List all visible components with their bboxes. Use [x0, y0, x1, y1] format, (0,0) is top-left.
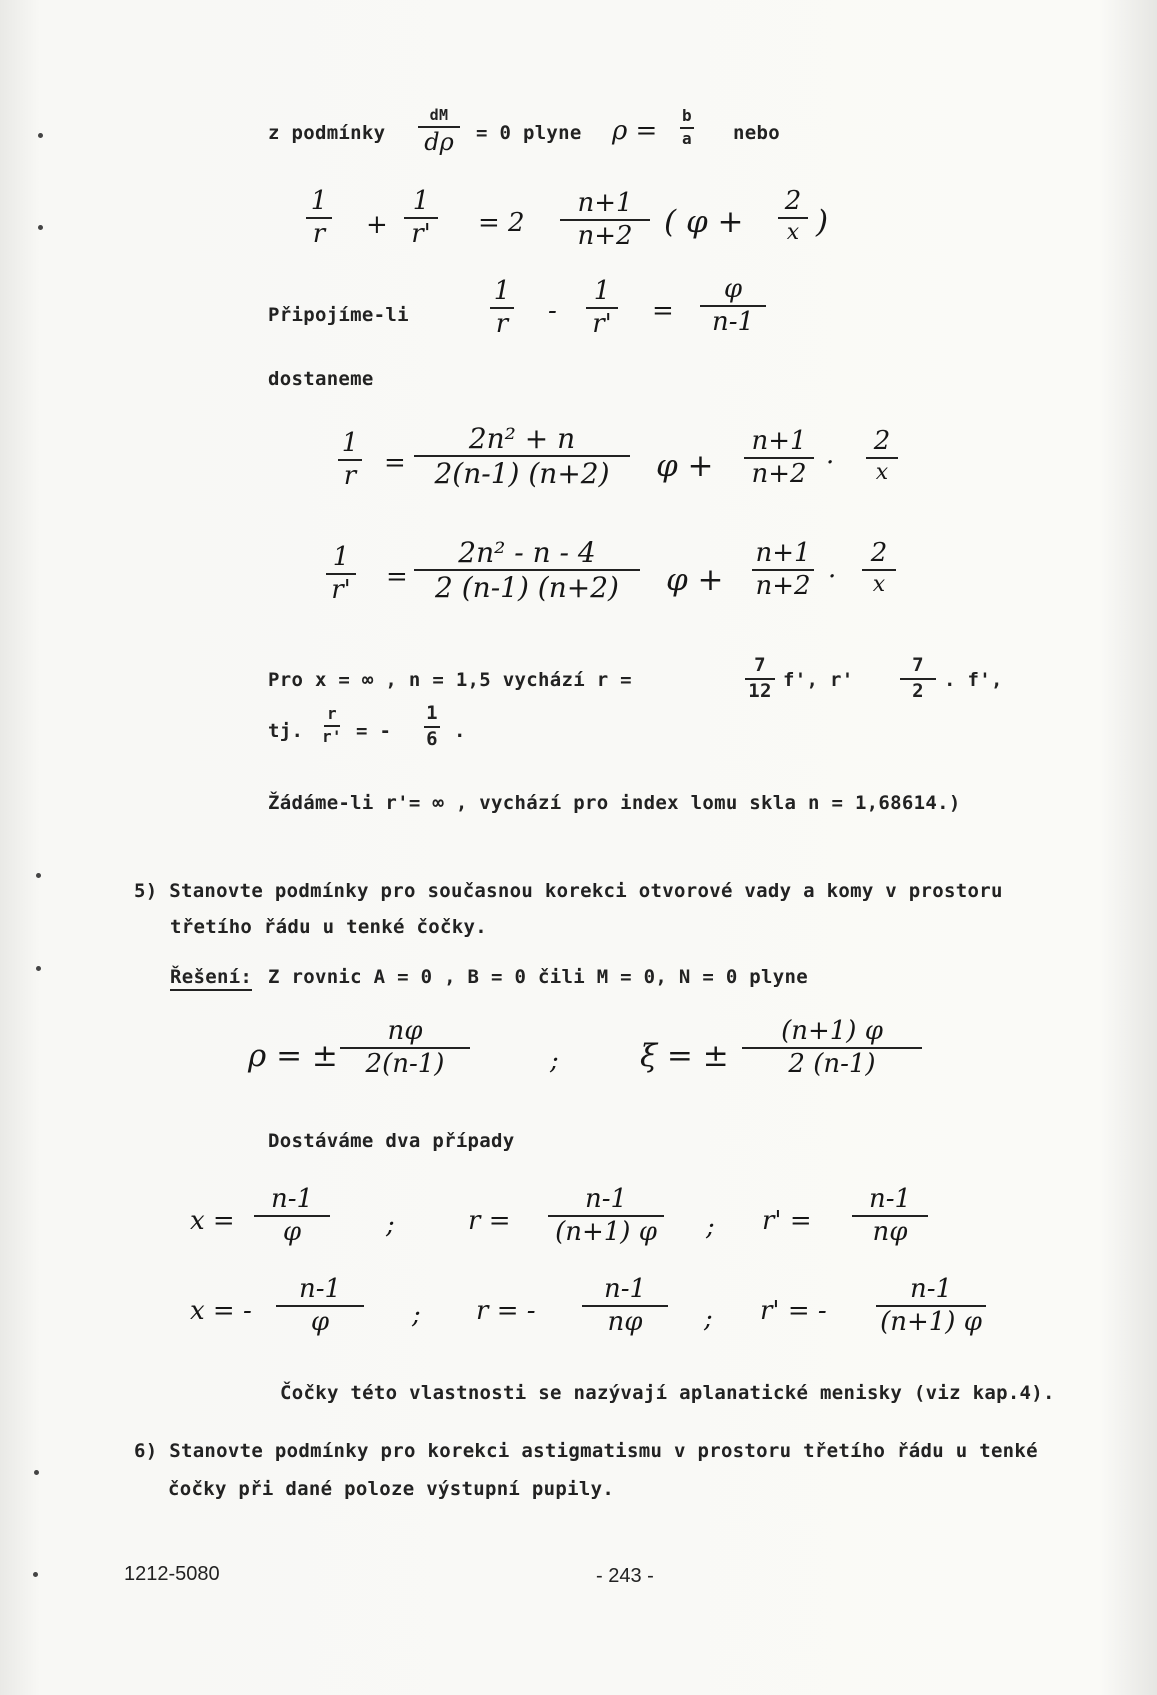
frac-den: x: [872, 572, 886, 598]
frac-den: x: [875, 460, 889, 486]
cocky-note: Čočky této vlastnosti se nazývají aplanatické menisky (viz kap.4).: [280, 1382, 1055, 1404]
equals-two: = 2: [478, 208, 525, 238]
frac-den: n-1: [711, 307, 755, 338]
tj-tail: .: [454, 720, 466, 742]
frac-num: n-1: [270, 1184, 314, 1214]
separator: ;: [704, 1304, 713, 1334]
frac-den: a: [682, 128, 692, 148]
frac-num: n+1: [755, 538, 811, 568]
lhs-1-rprime: [326, 544, 356, 605]
frac-den: 6: [426, 727, 438, 750]
frac-num: 1: [593, 276, 611, 306]
frac-den: 12: [748, 679, 772, 702]
frac-den: 2(n-1): [365, 1049, 445, 1080]
dostaneme-label: dostaneme: [268, 368, 374, 390]
tj-eq: = -: [356, 720, 392, 742]
margin-speck: [34, 1470, 39, 1475]
frac-den: r: [343, 461, 357, 492]
frac-den: dρ: [424, 127, 454, 156]
frac-num: 2: [870, 538, 888, 568]
plus-sign: +: [366, 210, 388, 240]
frac-den: n+2: [577, 221, 633, 252]
frac-den: n+2: [751, 459, 807, 490]
condition-lead: z podmínky: [268, 122, 386, 144]
frac-den: r': [592, 309, 612, 340]
frac-num: 7: [912, 654, 924, 676]
frac-1-rprime: [404, 188, 438, 249]
margin-speck: [38, 133, 43, 138]
frac-num: 2n² - n - 4: [458, 536, 596, 569]
frac-num: (n+1) φ: [781, 1016, 883, 1046]
dot-operator: ·: [828, 562, 837, 592]
pro-lead: Pro x = ∞ , n = 1,5 vychází r =: [268, 669, 632, 691]
x-lhs: x =: [190, 1206, 235, 1236]
frac-den: 2: [912, 679, 924, 702]
frac-den: r': [411, 219, 431, 250]
phi-plus: φ +: [656, 448, 714, 484]
xi-fraction: [742, 1018, 922, 1079]
frac-num: φ: [723, 274, 743, 304]
x-fraction: [276, 1276, 364, 1337]
frac-num: 1: [426, 702, 438, 724]
frac-num: 1: [412, 186, 430, 216]
frac-1-r: [490, 278, 514, 339]
frac-n1-n2: [560, 190, 650, 251]
frac-den: n+2: [755, 571, 811, 602]
rprime-lhs: r' = -: [760, 1296, 827, 1326]
rprime-fraction: [852, 1186, 928, 1247]
frac-den: x: [786, 220, 800, 246]
r-fraction: [548, 1186, 664, 1247]
condition-mid: = 0 plyne: [476, 122, 582, 144]
separator: ;: [386, 1210, 395, 1240]
frac-num: nφ: [387, 1016, 423, 1046]
frac-num: 2: [784, 186, 802, 216]
frac-num: n-1: [298, 1274, 342, 1304]
frac-num: 2n² + n: [468, 422, 576, 455]
frac-r-rprime: [322, 706, 342, 746]
pro-after-f: f', r': [783, 669, 854, 691]
frac-n1-n2: [752, 540, 814, 601]
frac-num: n+1: [577, 188, 633, 218]
tj-lead: tj.: [268, 720, 304, 742]
main-fraction: [414, 538, 640, 603]
frac-den: 2(n-1) (n+2): [434, 457, 610, 491]
margin-speck: [36, 966, 41, 971]
frac-num: 1: [332, 542, 350, 572]
frac-den: φ: [310, 1307, 330, 1338]
phi-plus: φ +: [666, 562, 724, 598]
xi-lhs: ξ = ±: [640, 1038, 729, 1074]
frac-num: 2: [873, 426, 891, 456]
r-lhs: r = -: [476, 1296, 536, 1326]
dot-operator: ·: [826, 448, 835, 478]
frac-num: n-1: [584, 1184, 628, 1214]
zadame-line: Žádáme-li r'= ∞ , vychází pro index lomu skla n = 1,68614.): [268, 792, 961, 814]
frac-num: b: [682, 106, 692, 125]
main-fraction: [414, 424, 630, 489]
r-fraction: [582, 1276, 668, 1337]
dostavame-label: Dostáváme dva případy: [268, 1130, 515, 1152]
frac-den: (n+1) φ: [555, 1217, 657, 1248]
separator: ;: [550, 1046, 559, 1076]
pripojime-label: Připojíme-li: [268, 304, 409, 326]
frac-den: r': [322, 726, 342, 746]
frac-num: 1: [310, 186, 328, 216]
frac-2-x: [866, 428, 898, 484]
paren-phi-plus: ( φ +: [664, 204, 744, 240]
frac-den: nφ: [872, 1217, 908, 1248]
separator: ;: [412, 1300, 421, 1330]
rho-lhs: ρ = ±: [248, 1038, 338, 1074]
problem-5-line2: třetího řádu u tenké čočky.: [170, 916, 487, 938]
problem-6-line2: čočky při dané poloze výstupní pupily.: [168, 1478, 615, 1500]
dM-drho-fraction: [418, 108, 460, 155]
frac-num: n-1: [868, 1184, 912, 1214]
frac-num: r: [326, 704, 337, 723]
frac-den: r': [331, 575, 351, 606]
rprime-lhs: r' =: [762, 1206, 812, 1236]
frac-num: dM: [429, 106, 449, 124]
separator: ;: [706, 1212, 715, 1242]
rho-eq: ρ =: [612, 116, 658, 146]
problem-6-line1: 6) Stanovte podmínky pro korekci astigmatismu v prostoru třetího řádu u tenké: [134, 1440, 1038, 1462]
frac-7-2: [900, 656, 936, 702]
frac-n1-n2: [744, 428, 814, 489]
equals-sign: =: [384, 448, 406, 478]
x-lhs: x = -: [190, 1296, 252, 1326]
frac-den: r: [312, 219, 326, 250]
page-number: - 243 -: [596, 1565, 654, 1587]
frac-num: n-1: [603, 1274, 647, 1304]
frac-2-x: [778, 188, 808, 244]
problem-5-line1: 5) Stanovte podmínky pro současnou korekci otvorové vady a komy v prostoru: [134, 880, 1003, 902]
equals-sign: =: [652, 296, 674, 326]
rho-fraction: [340, 1018, 470, 1079]
frac-phi-n1: [700, 276, 766, 337]
frac-7-12: [745, 656, 775, 702]
frac-1-rprime: [586, 278, 618, 339]
frac-num: n-1: [909, 1274, 953, 1304]
margin-speck: [38, 225, 43, 230]
frac-den: φ: [282, 1217, 302, 1248]
pro-tail: . f',: [944, 669, 1003, 691]
margin-speck: [33, 1572, 38, 1577]
minus-sign: -: [548, 296, 557, 326]
frac-num: 7: [754, 654, 766, 676]
paren-close: ): [816, 204, 829, 240]
frac-2-x: [862, 540, 896, 596]
frac-den: (n+1) φ: [880, 1307, 982, 1338]
reseni-text: Z rovnic A = 0 , B = 0 čili M = 0, N = 0 plyne: [268, 966, 808, 988]
r-lhs: r =: [468, 1206, 511, 1236]
margin-speck: [36, 873, 41, 878]
rprime-fraction: [876, 1276, 986, 1337]
frac-den: nφ: [607, 1307, 643, 1338]
reseni-label: Řešení:: [170, 966, 252, 991]
b-over-a-fraction: [680, 108, 694, 148]
frac-num: 1: [493, 276, 511, 306]
lhs-1-r: [338, 430, 362, 491]
frac-den: 2 (n-1): [788, 1049, 876, 1080]
equals-sign: =: [386, 562, 408, 592]
frac-num: 1: [341, 428, 359, 458]
frac-den: 2 (n-1) (n+2): [435, 571, 619, 605]
frac-num: n+1: [751, 426, 807, 456]
frac-1-6: [424, 704, 440, 750]
frac-1-r: [306, 188, 332, 249]
condition-tail: nebo: [733, 122, 780, 144]
x-fraction: [254, 1186, 330, 1247]
frac-den: r: [495, 309, 509, 340]
document-code: 1212-5080: [124, 1563, 220, 1585]
